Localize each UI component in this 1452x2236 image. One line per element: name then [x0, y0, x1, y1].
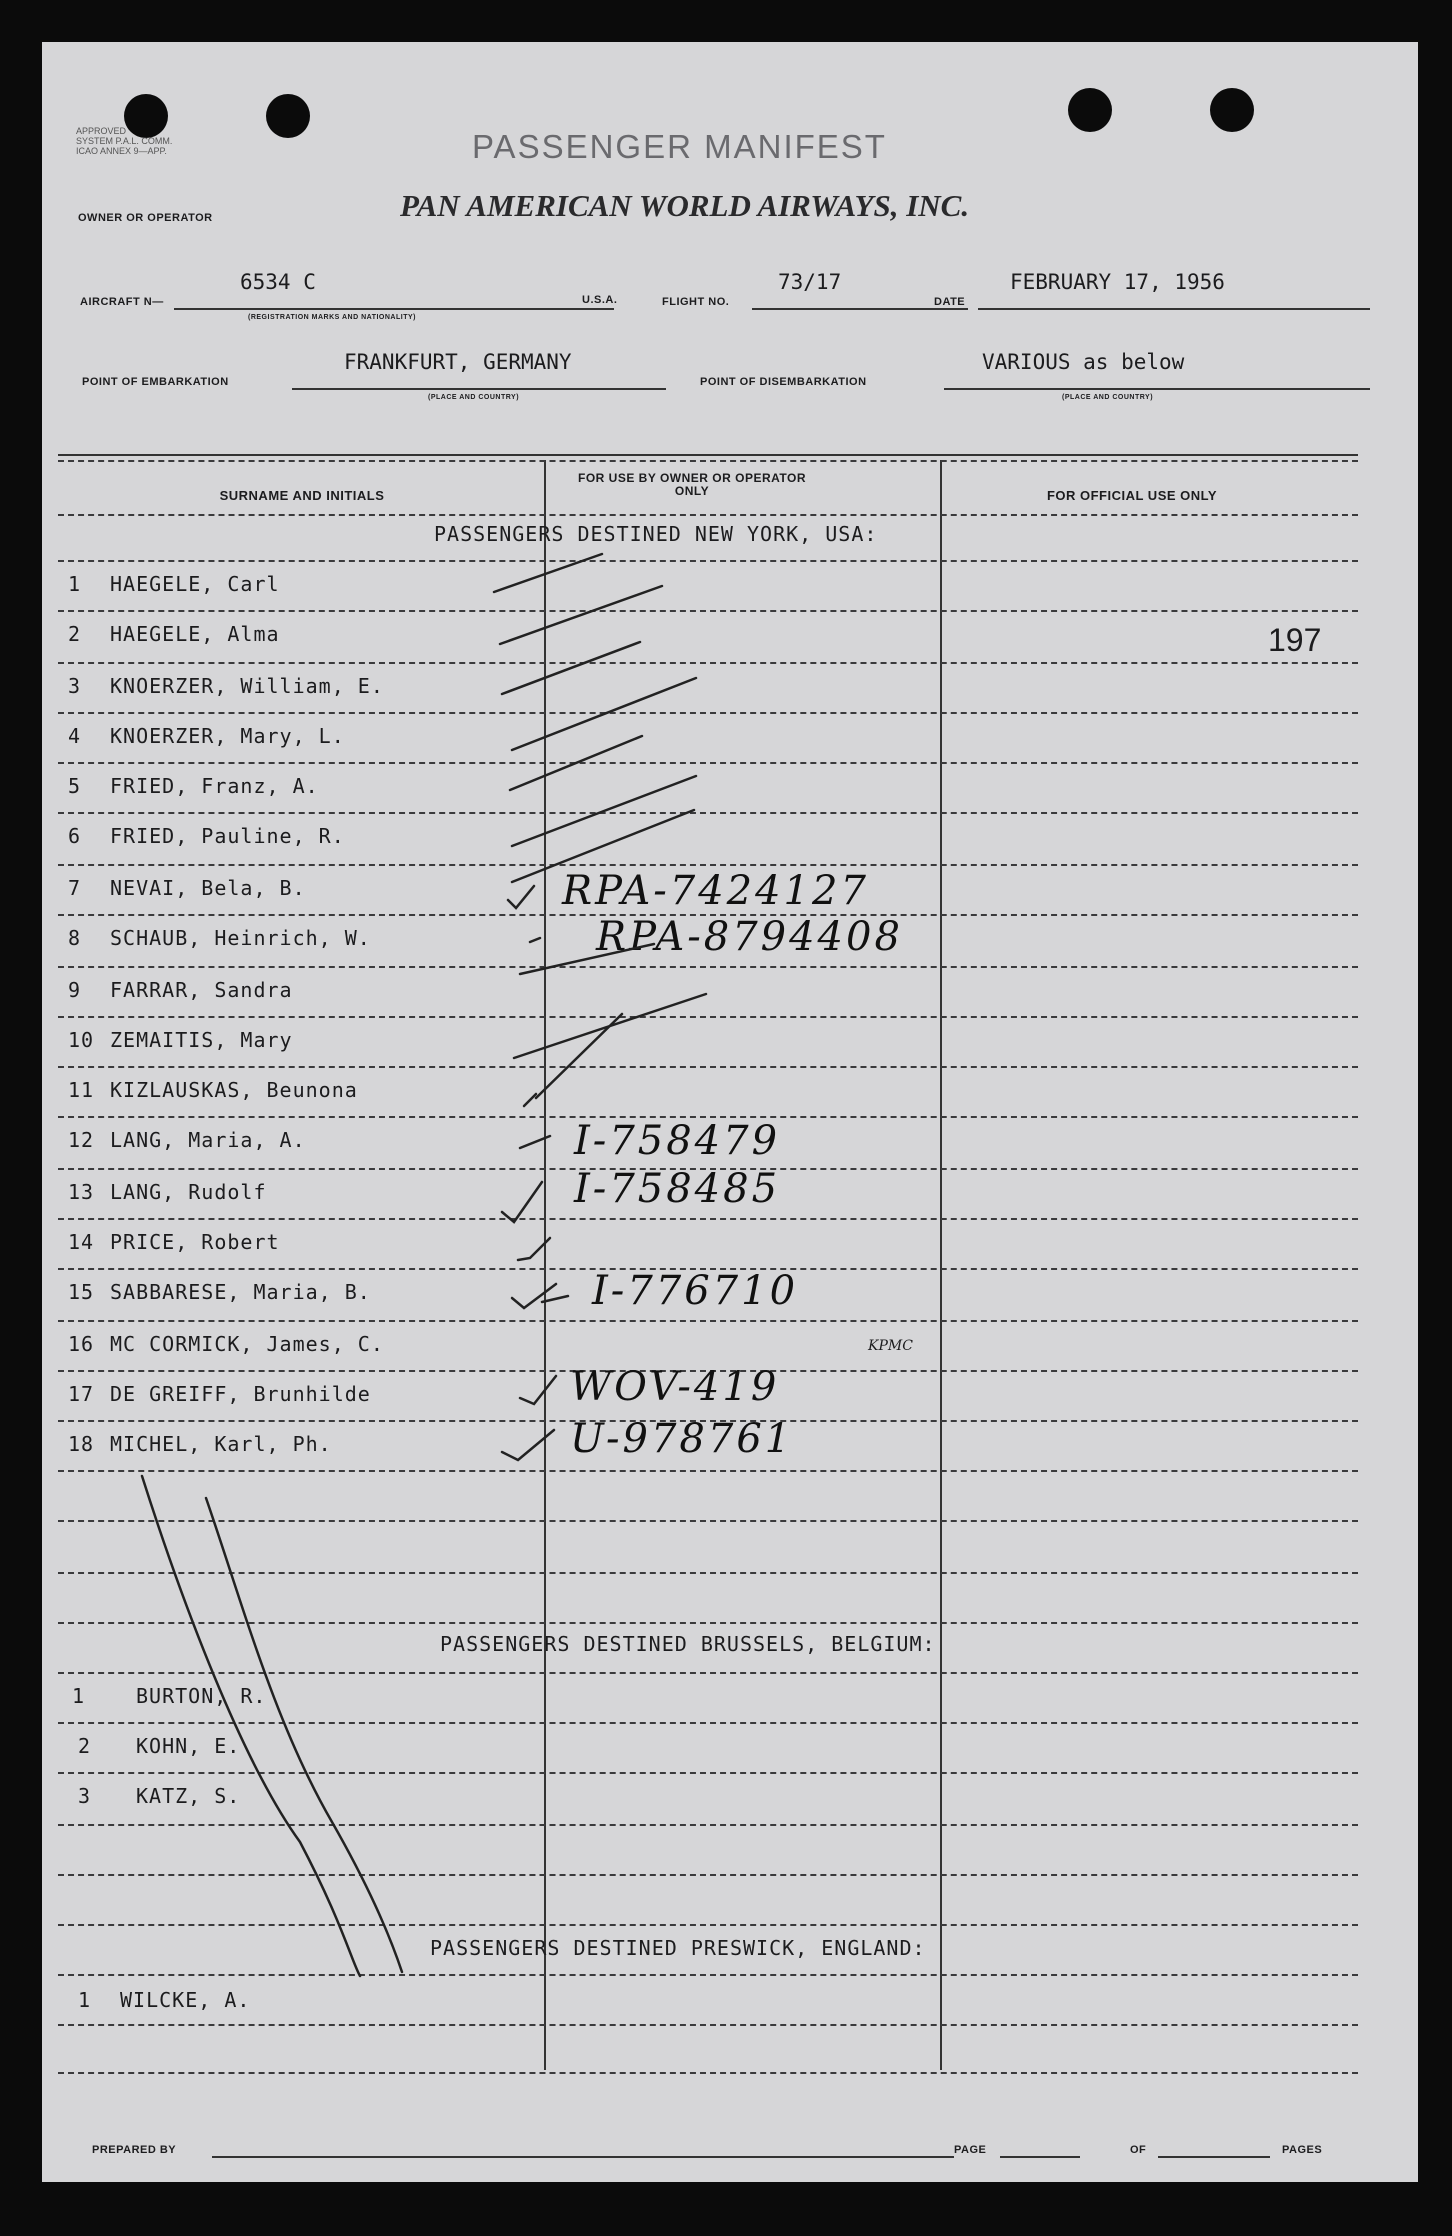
passenger-row: 16 MC CORMICK, James, C. — [68, 1332, 384, 1356]
official-use-column-header: FOR OFFICIAL USE ONLY — [1046, 488, 1218, 503]
flight-value: 73/17 — [778, 270, 842, 294]
pen-stroke — [520, 944, 654, 974]
official-number: 197 — [1268, 622, 1322, 658]
handwritten-note: KPMC — [868, 1338, 913, 1354]
page-label: PAGE — [954, 2144, 987, 2156]
passenger-name: HAEGELE, Carl — [110, 572, 280, 596]
passenger-name: SABBARESE, Maria, B. — [110, 1280, 371, 1304]
passenger-row: 18 MICHEL, Karl, Ph. — [68, 1432, 332, 1456]
pen-stroke — [512, 1284, 556, 1308]
handwritten-entry: I-758479 — [574, 1118, 781, 1164]
passenger-row: 9 FARRAR, Sandra — [68, 978, 293, 1002]
pen-stroke — [542, 1296, 568, 1302]
passenger-name: DE GREIFF, Brunhilde — [110, 1382, 371, 1406]
passenger-row: 2 KOHN, E. — [78, 1734, 241, 1758]
aircraft-value: 6534 C — [240, 270, 316, 294]
pen-stroke — [502, 642, 640, 694]
pen-stroke — [494, 554, 602, 592]
passenger-name: KOHN, E. — [136, 1734, 241, 1758]
place-country-label: (PLACE AND COUNTRY) — [1062, 394, 1154, 401]
passenger-name: SCHAUB, Heinrich, W. — [110, 926, 371, 950]
passenger-name: FARRAR, Sandra — [110, 978, 293, 1002]
pen-marks — [42, 42, 1418, 2182]
passenger-row: 7 NEVAI, Bela, B. — [68, 876, 306, 900]
of-label: OF — [1130, 2144, 1147, 2156]
passenger-name: KATZ, S. — [136, 1784, 241, 1808]
pen-stroke — [502, 1430, 554, 1460]
prepared-by-label: PREPARED BY — [92, 2144, 177, 2156]
passenger-row: 1 HAEGELE, Carl — [68, 572, 280, 596]
section-heading-brussels: PASSENGERS DESTINED BRUSSELS, BELGIUM: — [440, 1632, 936, 1656]
passenger-name: MC CORMICK, James, C. — [110, 1332, 384, 1356]
handwritten-entry: RPA-8794408 — [596, 914, 903, 960]
passenger-row: 3 KATZ, S. — [78, 1784, 241, 1808]
passenger-row: 13 LANG, Rudolf — [68, 1180, 267, 1204]
owner-label: OWNER OR OPERATOR — [78, 212, 213, 224]
pen-stroke — [524, 1094, 536, 1106]
registration-label: (REGISTRATION MARKS AND NATIONALITY) — [248, 314, 416, 321]
approval-note: APPROVED SYSTEM P.A.L. COMM. ICAO ANNEX 9—APP. — [76, 126, 173, 156]
passenger-row: 17 DE GREIFF, Brunhilde — [68, 1382, 371, 1406]
passenger-name: ZEMAITIS, Mary — [110, 1028, 293, 1052]
section-heading-preswick: PASSENGERS DESTINED PRESWICK, ENGLAND: — [430, 1936, 926, 1960]
pen-stroke — [520, 1376, 556, 1404]
passenger-row: 3 KNOERZER, William, E. — [68, 674, 384, 698]
embarkation-label: POINT OF EMBARKATION — [82, 376, 229, 388]
form-title: PASSENGER MANIFEST — [472, 128, 887, 165]
pen-stroke — [512, 678, 696, 750]
passenger-name: NEVAI, Bela, B. — [110, 876, 306, 900]
passenger-row: 5 FRIED, Franz, A. — [68, 774, 319, 798]
passenger-name: KNOERZER, William, E. — [110, 674, 384, 698]
aircraft-label: AIRCRAFT N— — [80, 296, 164, 308]
passenger-row: 14 PRICE, Robert — [68, 1230, 280, 1254]
pen-stroke — [520, 1136, 550, 1148]
date-label: DATE — [934, 296, 966, 308]
passenger-name: KNOERZER, Mary, L. — [110, 724, 345, 748]
passenger-row: 2 HAEGELE, Alma — [68, 622, 280, 646]
place-country-label: (PLACE AND COUNTRY) — [428, 394, 520, 401]
passenger-name: BURTON, R. — [136, 1684, 267, 1708]
surname-column-header: SURNAME AND INITIALS — [219, 488, 385, 503]
manifest-sheet — [42, 42, 1418, 2182]
pen-stroke — [536, 1014, 622, 1098]
pen-stroke — [142, 1476, 360, 1976]
passenger-row: 4 KNOERZER, Mary, L. — [68, 724, 345, 748]
handwritten-entry: I-758485 — [574, 1166, 781, 1212]
passenger-row: 8 SCHAUB, Heinrich, W. — [68, 926, 371, 950]
handwritten-entry: WOV-419 — [570, 1364, 780, 1410]
passenger-name: WILCKE, A. — [120, 1988, 251, 2012]
passenger-name: MICHEL, Karl, Ph. — [110, 1432, 332, 1456]
passenger-row: 10 ZEMAITIS, Mary — [68, 1028, 293, 1052]
pen-stroke — [518, 1238, 550, 1260]
passenger-name: HAEGELE, Alma — [110, 622, 280, 646]
passenger-name: PRICE, Robert — [110, 1230, 280, 1254]
passenger-row: 1 WILCKE, A. — [78, 1988, 251, 2012]
passenger-name: LANG, Maria, A. — [110, 1128, 306, 1152]
owner-use-column-header: FOR USE BY OWNER OR OPERATOR ONLY — [577, 471, 807, 498]
passenger-name: FRIED, Pauline, R. — [110, 824, 345, 848]
passenger-row: 11 KIZLAUSKAS, Beunona — [68, 1078, 358, 1102]
flight-no-label: FLIGHT NO. — [662, 296, 730, 308]
pen-stroke — [530, 938, 540, 942]
passenger-row: 1 BURTON, R. — [72, 1684, 267, 1708]
date-value: FEBRUARY 17, 1956 — [1010, 270, 1225, 294]
pen-stroke — [502, 1182, 542, 1222]
embarkation-value: FRANKFURT, GERMANY — [344, 350, 572, 374]
handwritten-entry: I-776710 — [592, 1268, 799, 1314]
disembarkation-value: VARIOUS as below — [982, 350, 1185, 374]
usa-label: U.S.A. — [582, 294, 618, 306]
passenger-name: LANG, Rudolf — [110, 1180, 267, 1204]
pen-stroke — [206, 1498, 402, 1972]
pen-stroke — [500, 586, 662, 644]
section-heading-new-york: PASSENGERS DESTINED NEW YORK, USA: — [434, 522, 878, 546]
pen-stroke — [512, 810, 694, 882]
disembarkation-label: POINT OF DISEMBARKATION — [700, 376, 867, 388]
handwritten-entry: U-978761 — [570, 1416, 794, 1462]
passenger-name: KIZLAUSKAS, Beunona — [110, 1078, 358, 1102]
passenger-name: FRIED, Franz, A. — [110, 774, 319, 798]
pen-stroke — [512, 776, 696, 846]
passenger-row: 12 LANG, Maria, A. — [68, 1128, 306, 1152]
pen-stroke — [508, 886, 534, 908]
company-name: PAN AMERICAN WORLD AIRWAYS, INC. — [400, 188, 970, 223]
passenger-row: 15 SABBARESE, Maria, B. — [68, 1280, 371, 1304]
pages-label: PAGES — [1282, 2144, 1323, 2156]
handwritten-entry: RPA-7424127 — [562, 868, 869, 914]
passenger-row: 6 FRIED, Pauline, R. — [68, 824, 345, 848]
